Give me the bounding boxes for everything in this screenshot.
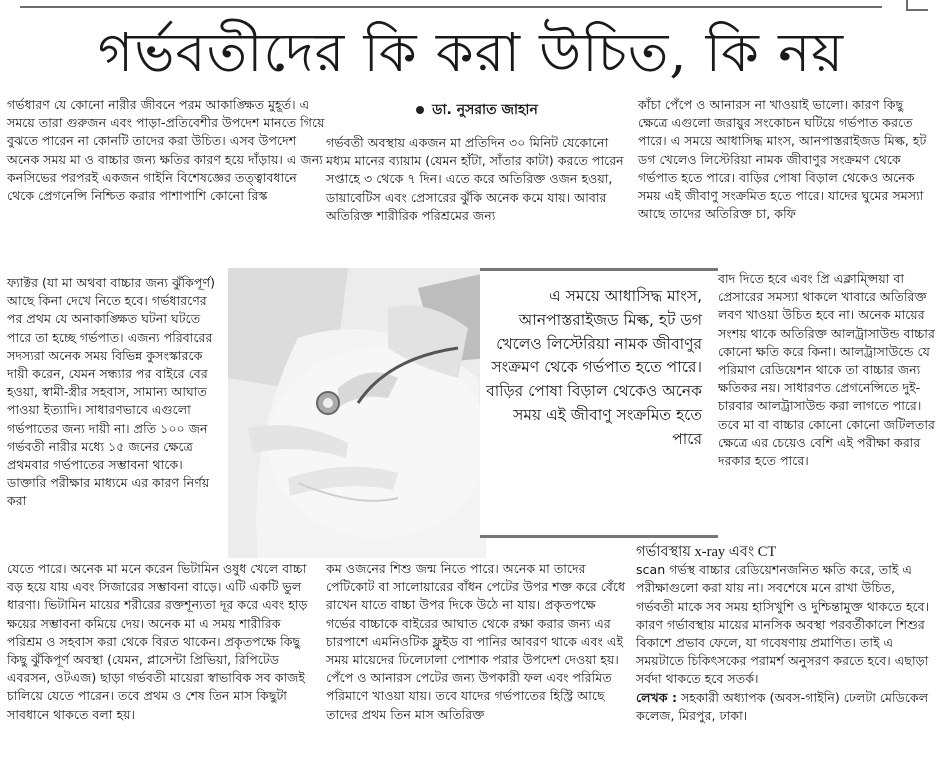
column-1-top [7,96,327,205]
paragraph: scan গর্ভস্থ বাচ্চার রেডিয়েশনজনিত ক্ষতি করে, তাই এ পরীক্ষাগুলো করা যায় না। সবশেষে মনে রাখা উচিত, গর্ভবতী মাকে সব সময় হাসিখুশি ও দুশ্চিন্তামুক্ত থাকতে হবে। কারণ গর্ভাবস্থায় মায়ের মানসিক অবস্থা পরবর্তীকালে শিশুর বিকাশে প্রভাব ফেলে, যা গবেষণায় প্রমাণিত। তাই এ সময়টাতে চিকিৎসকের পরামর্শ অনুসরণ করতে হবে। এছাড়া সর্বদা থাকতে হবে সতর্ক। [636,562,930,687]
pull-quote: এ সময়ে আধাসিদ্ধ মাংস, আনপাস্তরাইজড মিল্ক, হট ডগ খেলেও লিস্টেরিয়া নামক জীবাণুর সংক্রমণ থেকে গর্ভপাত হতে পারে। বাড়ির পোষা বিড়াল থেকেও অনেক সময় এই জীবাণু সংক্রমিত হতে পারে [480,268,718,538]
xray-line: গর্ভাবস্থায় x-ray এবং CT [636,544,777,560]
paragraph: গর্ভধারণ যে কোনো নারীর জীবনে পরম আকাঙ্ক্ষিত মুহূর্ত। এ সময়ে তারা গুরুজন এবং পাড়া-প্রতিবেশীর উপদেশ মানতে গিয়ে বুঝতে পারেন না কোনটি তাদের করা উচিত। এসব উপদেশ অনেক সময় মা ও বাচ্চার জন্য ক্ষতির কারণ হয়ে দাঁড়ায়। এ জন্য কনসিভের পরপরই একজন গাইনি বিশেষজ্ঞের তত্ত্বাবধানে থেকে প্রেগনেন্সি নিশ্চিত করার পাশাপাশি কোনো রিস্ক [7,97,325,204]
paragraph: কাঁচা পেঁপে ও আনারস না খাওয়াই ভালো। কারণ কিছু ক্ষেত্রে এগুলো জরায়ুর সংকোচন ঘটিয়ে গর্ভপাত করতে পারে। এ সময়ে আধাসিদ্ধ মাংস, আনপাস্তরাইজড মিল্ক, হট ডগ খেলেও লিস্টেরিয়া নামক জীবাণুর সংক্রমণ থেকে গর্ভপাত হতে পারে। বাড়ির পোষা বিড়াল থেকেও অনেক সময় এই জীবাণু সংক্রমিত হতে পারে। যাদের ঘুমের সমস্যা আছে তাদের অতিরিক্ত চা, কফি [638,97,927,222]
column-1-bottom [7,560,319,724]
top-rule-line [20,6,882,8]
paragraph: গর্ভবতী অবস্থায় একজন মা প্রতিদিন ৩০ মিনিট যেকোনো মধ্যম মানের ব্যায়াম (যেমন হাঁটা, সাঁতার কাটা) করতে পারেন সপ্তাহে ৩ থেকে ৭ দিন। এতে করে অতিরিক্ত ওজন হওয়া, ডায়াবেটিস এবং প্রেসারের ঝুঁকি অনেক কমে যায়। আবার অতিরিক্ত শারীরিক পরিশ্রমের জন্য [326,135,624,223]
column-2-top [326,134,626,225]
paragraph: ফ্যাক্টর (যা মা অথবা বাচ্চার জন্য ঝুঁকিপূর্ণ) আছে কিনা দেখে নিতে হবে। গর্ভধারণের পর প্রথম যে অনাকাঙ্ক্ষিত ঘটনা ঘটতে পারে তা হচ্ছে গর্ভপাত। এজন্য পরিবারের সদস্যরা অনেক সময় বিভিন্ন কুসংস্কারকে দায়ী করেন, যেমন সন্ধ্যার পর বাইরে বের হওয়া, স্বামী-স্ত্রীর সহবাস, সামান্য আঘাত পাওয়া ইত্যাদি। সাধারণভাবে এগুলো গর্ভপাতের জন্য দায়ী না। প্রতি ১০০ জন গর্ভবতী নারীর মধ্যে ১৫ জনের ক্ষেত্রে প্রথমবার গর্ভপাতের সম্ভাবনা থাকে। ডাক্তারি পরীক্ষার মাধ্যমে এর কারণ নির্ণয় করা [7,275,216,509]
byline [327,100,627,120]
top-rule-corner [906,0,928,11]
author-credit [636,689,936,725]
top-rule [0,0,942,10]
author-label: লেখক : [636,689,677,705]
column-2-bottom [326,560,626,724]
column-1-mid [7,274,217,511]
author-name: ডা. নুসরাত জাহান [432,102,538,118]
paragraph: বাদ দিতে হবে এবং প্রি এক্লাম্প্সিয়া বা প্রেসারের সমস্যা থাকলে খাবারে অতিরিক্ত লবণ খাওয়া উচিত হবে না। অনেক মায়ের সংশয় থাকে অতিরিক্ত আলট্রাসাউন্ড বাচ্চার কোনো ক্ষতি করে কিনা। আলট্রাসাউন্ডে যে পরিমাণ রেডিয়েশন থাকে তা বাচ্চার জন্য ক্ষতিকর নয়। সাধারণত প্রেগনেন্সিতে দুই-চারবার আলট্রাসাউন্ড করা লাগতে পারে। তবে মা বা বাচ্চার কোনো কোনো জটিলতার ক্ষেত্রে এর চেয়েও বেশি এই পরীক্ষা করার দরকার হতে পারে। [718,271,935,469]
column-3-mid [718,270,936,470]
bullet-icon [416,106,424,114]
paragraph: যেতে পারে। অনেক মা মনে করেন ভিটামিন ওষুধ খেলে বাচ্চা বড় হয়ে যায় এবং সিজারের সম্ভাবনা বাড়ে। এটি একটি ভুল ধারণা। ভিটামিন মায়ের শরীরের রক্তশূন্যতা দূর করে এবং হাড় ক্ষয়ের সম্ভাবনা কমিয়ে দেয়। অনেক মা এ সময় শারীরিক পরিশ্রম ও সহবাস করা থেকে বিরত থাকেন। প্রকৃতপক্ষে কিছু কিছু ঝুঁকিপূর্ণ অবস্থা (যেমন, প্লাসেন্টা প্রিভিয়া, রিপিটেড এবরসন, ওটএজ) ছাড়া গর্ভবতী মায়েরা স্বাভাবিক সব কাজই চালিয়ে যেতে পারেন। তবে প্রথম ও শেষ তিন মাস কিছুটা সাবধানে থাকতে বলা হয়। [7,561,308,722]
paragraph: কম ওজনের শিশু জন্ম নিতে পারে। অনেক মা তাদের পেটিকোট বা সালোয়ারের বাঁধন পেটের উপর শক্ত করে বেঁধে রাখেন যাতে বাচ্চা উপর দিকে উঠে না যায়। প্রকৃতপক্ষে গর্ভের বাচ্চাকে বাইরের আঘাত থেকে রক্ষা করার জন্য এর চারপাশে এমনিওটিক ফ্লুইড বা পানির আবরণ থাকে এবং এই সময় মায়েদের ঢিলেঢালা পোশাক পরার উপদেশ দেওয়া হয়। পেঁপে ও আনারস পেটের জন্য উপকারী ফল এবং পরিমিত পরিমাণে খাওয়া যায়। তবে যাদের গর্ভপাতের হিস্ট্রি আছে তাদের প্রথম তিন মাস অতিরিক্ত [326,561,625,722]
column-3-top [638,96,936,223]
pregnant-woman-stethoscope-photo [228,268,486,558]
author-text: সহকারী অধ্যাপক (অবস-গাইনি) ঢেলটা মেডিকেল কলেজ, মিরপুর, ঢাকা। [636,689,929,723]
headline: গর্ভবতীদের কি করা উচিত, কি নয় [97,21,845,84]
column-3-bottom [636,543,936,725]
photo-illustration [228,268,486,558]
